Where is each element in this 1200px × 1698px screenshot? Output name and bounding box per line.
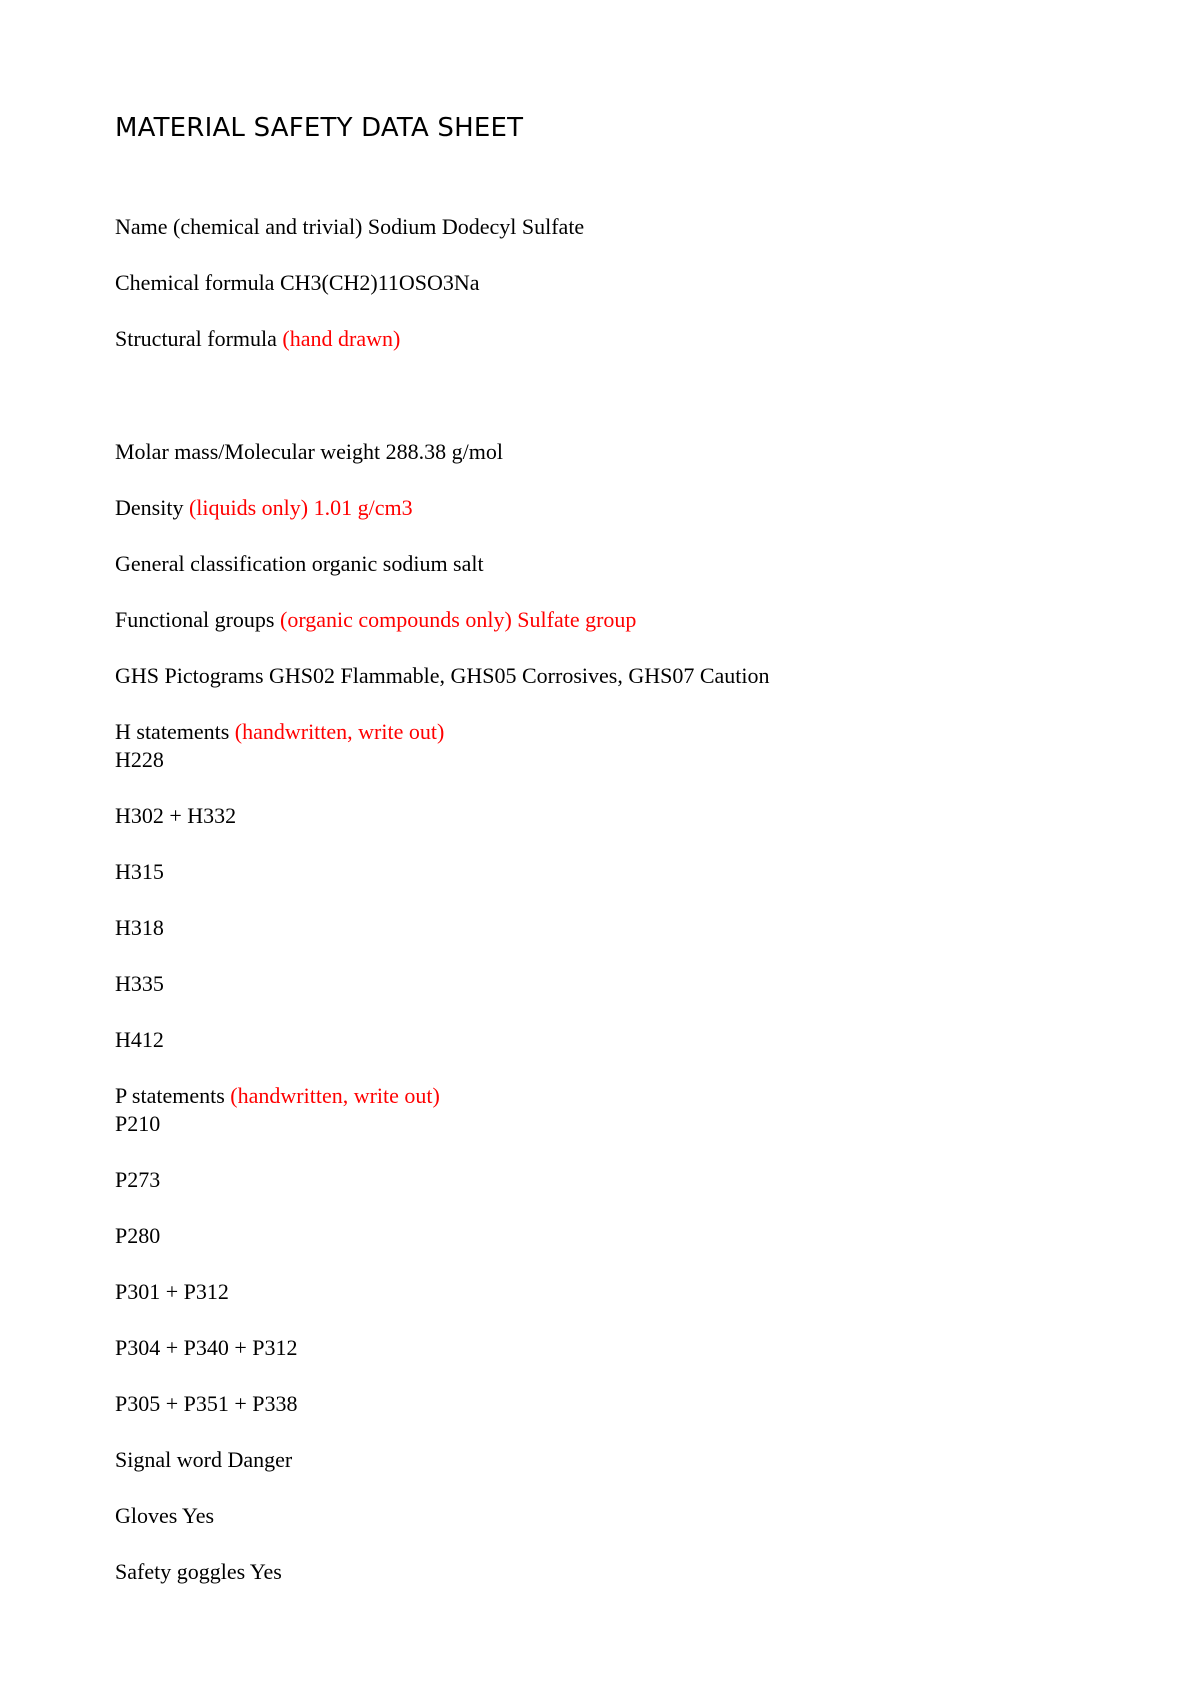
molar-mass-label: Molar mass/Molecular weight xyxy=(115,439,381,464)
ghs-pictograms-label: GHS Pictograms xyxy=(115,663,264,688)
p-statement-item: P301 + P312 xyxy=(115,1279,229,1304)
functional-groups-note: (organic compounds only) xyxy=(280,607,512,632)
structural-formula-label: Structural formula xyxy=(115,326,277,351)
density-note: (liquids only) xyxy=(188,495,309,520)
functional-groups-line xyxy=(115,606,636,634)
structural-formula-note: (hand drawn) xyxy=(282,326,401,351)
page-title: MATERIAL SAFETY DATA SHEET xyxy=(115,113,524,143)
p-statements-heading xyxy=(115,1082,440,1110)
gloves-line xyxy=(115,1502,214,1530)
name-line xyxy=(115,213,584,241)
signal-word-line xyxy=(115,1446,292,1474)
ghs-pictograms-value: GHS02 Flammable, GHS05 Corrosives, GHS07 Caution xyxy=(269,663,770,688)
density-line xyxy=(115,494,413,522)
h-statement-item: H302 + H332 xyxy=(115,803,237,828)
chemical-formula-line xyxy=(115,269,480,297)
safety-goggles-line xyxy=(115,1558,282,1586)
general-classification-label: General classification xyxy=(115,551,307,576)
p-statements-note: (handwritten, write out) xyxy=(230,1083,440,1108)
h-statements-note: (handwritten, write out) xyxy=(234,719,445,744)
gloves-value: Yes xyxy=(182,1503,215,1528)
h-statements-heading xyxy=(115,718,444,746)
p-statements-label: P statements xyxy=(115,1083,225,1108)
safety-goggles-label: Safety goggles xyxy=(115,1559,246,1584)
name-label: Name (chemical and trivial) xyxy=(115,214,363,239)
p-statement-item: P280 xyxy=(115,1223,161,1248)
molar-mass-value: 288.38 g/mol xyxy=(385,439,504,464)
molar-mass-line xyxy=(115,438,503,466)
h-statement-item: H315 xyxy=(115,859,164,884)
chemical-formula-value: CH3(CH2)11OSO3Na xyxy=(279,270,480,295)
functional-groups-label: Functional groups xyxy=(115,607,275,632)
functional-groups-value: Sulfate group xyxy=(517,607,637,632)
h-statement-item: H412 xyxy=(115,1027,164,1052)
structural-formula-line xyxy=(115,325,400,353)
h-statement-item: H228 xyxy=(115,747,164,772)
p-statement-item: P273 xyxy=(115,1167,161,1192)
signal-word-value: Danger xyxy=(227,1447,293,1472)
safety-goggles-value: Yes xyxy=(249,1559,282,1584)
p-statement-item: P305 + P351 + P338 xyxy=(115,1391,298,1416)
general-classification-value: organic sodium salt xyxy=(311,551,484,576)
h-statement-item: H335 xyxy=(115,971,164,996)
gloves-label: Gloves xyxy=(115,1503,178,1528)
p-statement-item: P210 xyxy=(115,1111,161,1136)
h-statements-label: H statements xyxy=(115,719,230,744)
signal-word-label: Signal word xyxy=(115,1447,222,1472)
density-label: Density xyxy=(115,495,184,520)
density-value: 1.01 g/cm3 xyxy=(313,495,413,520)
p-statement-item: P304 + P340 + P312 xyxy=(115,1335,298,1360)
general-classification-line xyxy=(115,550,484,578)
h-statement-item: H318 xyxy=(115,915,164,940)
chemical-formula-label: Chemical formula xyxy=(115,270,275,295)
ghs-pictograms-line xyxy=(115,662,770,690)
name-value: Sodium Dodecyl Sulfate xyxy=(367,214,585,239)
